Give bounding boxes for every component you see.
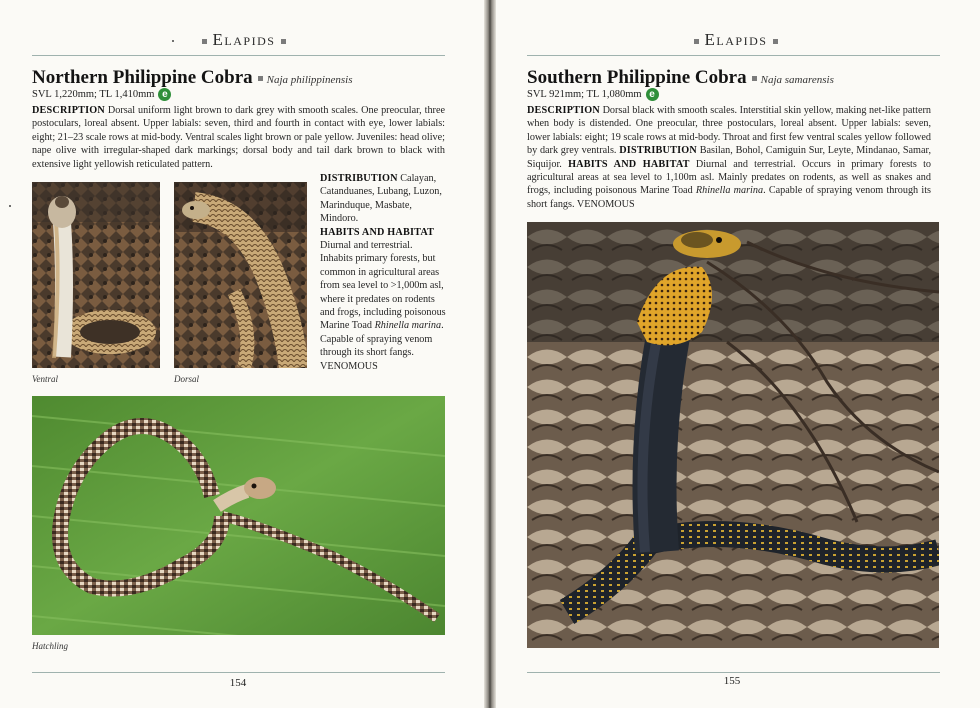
description-text: Dorsal uniform light brown to dark grey with smooth scales. One preocular, three postoculars, loreal absent. Upper labials: seven, third and fourth in contact with eye, lower labials: eight; 21–23 scale rows at mid-body. Ventral scales light brown or pale yellow. Juveniles: head olive; nape olive with irregular-shaped dark markings; dorsal body and tail dark brown to black with extensive light yellowish reticulated pattern. [32, 105, 445, 170]
running-head-label: Elapids [704, 30, 768, 49]
measurements-text: SVL 921mm; TL 1,080mm [527, 88, 642, 100]
square-bullet-icon [773, 39, 778, 44]
distribution-text: Basilan, Bohol, Camiguin Sur, Leyte, Mindanao, Samar, Siquijor. [527, 145, 932, 170]
distribution-heading: DISTRIBUTION [619, 145, 697, 157]
square-bullet-icon [202, 39, 207, 44]
square-bullet-icon [281, 39, 286, 44]
header-rule [527, 55, 940, 56]
square-bullet-icon [694, 39, 699, 44]
common-name: Southern Philippine Cobra [527, 67, 747, 88]
common-name: Northern Philippine Cobra [32, 67, 253, 88]
print-mark [9, 205, 11, 207]
square-bullet-icon [258, 76, 263, 81]
habits-heading: HABITS AND HABITAT [320, 226, 435, 238]
footer-rule [32, 672, 445, 673]
running-head-label: Elapids [212, 30, 276, 49]
description-heading: DESCRIPTION [527, 105, 600, 116]
caption-ventral: Ventral [32, 374, 58, 384]
page-number: 154 [229, 677, 247, 689]
distribution-heading: DISTRIBUTION [320, 173, 398, 184]
species-paragraph [527, 104, 931, 211]
description-paragraph [32, 104, 445, 171]
habits-text: Diurnal and terrestrial. Occurs in primary forests to agricultural areas at sea level to 1,100m asl. Mainly predates on rodents, as well as snakes and frogs, including poisonous Marine Toad [527, 158, 932, 197]
distribution-text: Calayan, Catanduanes, Lubang, Luzon, Marinduque, Masbate, Mindoro. [320, 173, 442, 225]
distribution-habits-column [320, 172, 446, 373]
dorsal-cobra-illustration [174, 182, 307, 368]
habits-text-end: . Capable of spraying venom through its short fangs. VENOMOUS [527, 185, 931, 210]
left-page [0, 0, 488, 708]
caption-dorsal: Dorsal [174, 374, 200, 384]
square-bullet-icon [752, 76, 757, 81]
hatchling-cobra-illustration [32, 396, 445, 635]
ventral-cobra-illustration [32, 182, 160, 368]
habits-heading: HABITS AND HABITAT [568, 158, 690, 170]
running-head [0, 30, 488, 52]
footer-rule [527, 672, 940, 673]
dorsal-photo [174, 182, 307, 368]
species-title [527, 67, 834, 89]
habits-text-end: . Capable of spraying venom through its short fangs. VENOMOUS [320, 320, 444, 372]
southern-cobra-photo [527, 222, 939, 648]
ventral-photo [32, 182, 160, 368]
scientific-name: Naja samarensis [760, 74, 834, 86]
running-head [492, 30, 980, 52]
header-rule [32, 55, 445, 56]
caption-hatchling: Hatchling [32, 641, 68, 651]
habits-italic-species: Rhinella marina [374, 320, 442, 332]
right-page [492, 0, 980, 708]
measurements [32, 88, 171, 101]
southern-cobra-illustration [527, 222, 939, 648]
book-gutter [484, 0, 496, 708]
description-heading: DESCRIPTION [32, 105, 105, 116]
endemic-badge-icon: e [646, 88, 659, 101]
description-text: Dorsal black with smooth scales. Interstitial skin yellow, making net-like pattern when body is distended. One preocular, three postoculars, loreal absent. Upper labials: seven, lower labials: eight; 19 scale rows at mid-body. Throat and first few ventral scales yellow followed by dark grey ventrals. [527, 105, 932, 157]
measurements-text: SVL 1,220mm; TL 1,410mm [32, 88, 155, 100]
page-number: 155 [723, 675, 741, 687]
hatchling-photo [32, 396, 445, 635]
species-title [32, 67, 353, 89]
habits-text: Diurnal and terrestrial. Inhabits primary forests, but common in agricultural areas from sea level to >1,000m asl, where it predates on rodents and frogs, including poisonous Marine Toad [320, 240, 446, 332]
measurements [527, 88, 659, 101]
scientific-name: Naja philippinensis [266, 74, 353, 86]
endemic-badge-icon: e [158, 88, 171, 101]
habits-italic-species: Rhinella marina [695, 185, 764, 197]
